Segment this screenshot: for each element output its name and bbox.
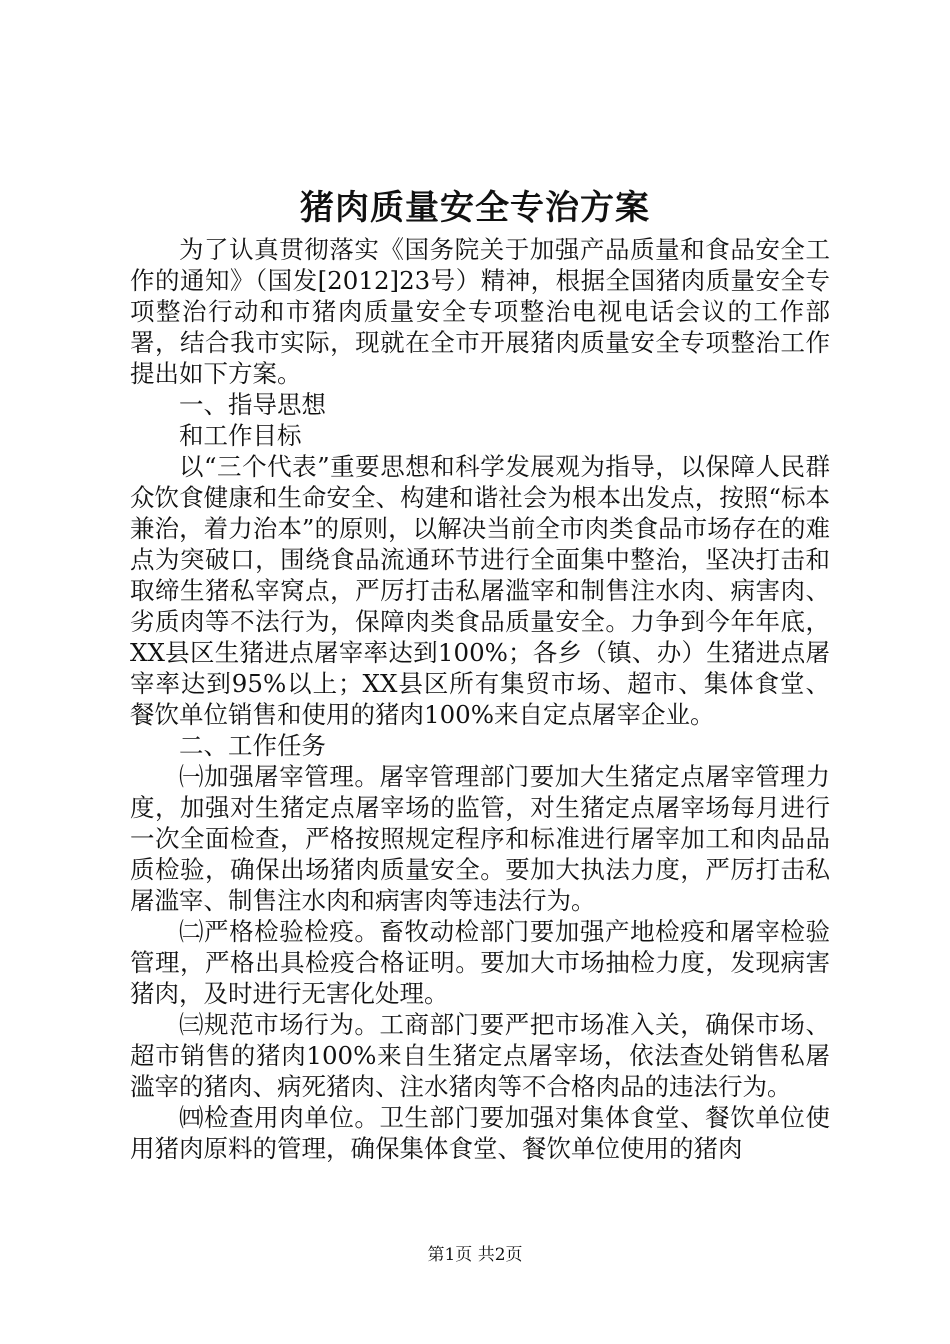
task-paragraph-inspection: ㈡严格检验检疫。畜牧动检部门要加强产地检疫和屠宰检验管理，严格出具检疫合格证明。要加大市场抽检力度，发现病害猪肉，及时进行无害化处理。 <box>130 917 830 1008</box>
section-heading-continuation: 和工作目标 <box>179 421 302 450</box>
document-body <box>130 234 830 1164</box>
section-heading-guiding-thought: 一、指导思想 <box>179 390 326 419</box>
goals-paragraph: 以“三个代表”重要思想和科学发展观为指导，以保障人民群众饮食健康和生命安全、构建和谐社会为根本出发点，按照“标本兼治，着力治本”的原则，以解决当前全市肉类食品市场存在的难点为突破口，围绕食品流通环节进行全面集中整治，坚决打击和取缔生猪私宰窝点，严厉打击私屠滥宰和制售注水肉、病害肉、劣质肉等不法行为，保障肉类食品质量安全。力争到今年年底，XX县区生猪进点屠宰率达到100%；各乡（镇、办）生猪进点屠宰率达到95%以上；XX县区所有集贸市场、超市、集体食堂、餐饮单位销售和使用的猪肉100%来自定点屠宰企业。 <box>130 452 830 729</box>
task-paragraph-slaughter: ㈠加强屠宰管理。屠宰管理部门要加大生猪定点屠宰管理力度，加强对生猪定点屠宰场的监管，对生猪定点屠宰场每月进行一次全面检查，严格按照规定程序和标准进行屠宰加工和肉品品质检验，确保出场猪肉质量安全。要加大执法力度，严厉打击私屠滥宰、制售注水肉和病害肉等违法行为。 <box>130 762 830 915</box>
document-title: 猪肉质量安全专治方案 <box>300 188 650 228</box>
page-number-footer: 第1页 共2页 <box>427 1245 523 1265</box>
intro-paragraph: 为了认真贯彻落实《国务院关于加强产品质量和食品安全工作的通知》（国发[2012]23号）精神，根据全国猪肉质量安全专项整治行动和市猪肉质量安全专项整治电视电话会议的工作部署，结合我市实际，现就在全市开展猪肉质量安全专项整治工作提出如下方案。 <box>130 235 830 388</box>
task-paragraph-meat-users: ㈣检查用肉单位。卫生部门要加强对集体食堂、餐饮单位使用猪肉原料的管理，确保集体食堂、餐饮单位使用的猪肉 <box>130 1103 830 1163</box>
section-heading-tasks: 二、工作任务 <box>179 731 326 760</box>
task-paragraph-market: ㈢规范市场行为。工商部门要严把市场准入关，确保市场、超市销售的猪肉100%来自生猪定点屠宰场，依法查处销售私屠滥宰的猪肉、病死猪肉、注水猪肉等不合格肉品的违法行为。 <box>130 1010 830 1101</box>
